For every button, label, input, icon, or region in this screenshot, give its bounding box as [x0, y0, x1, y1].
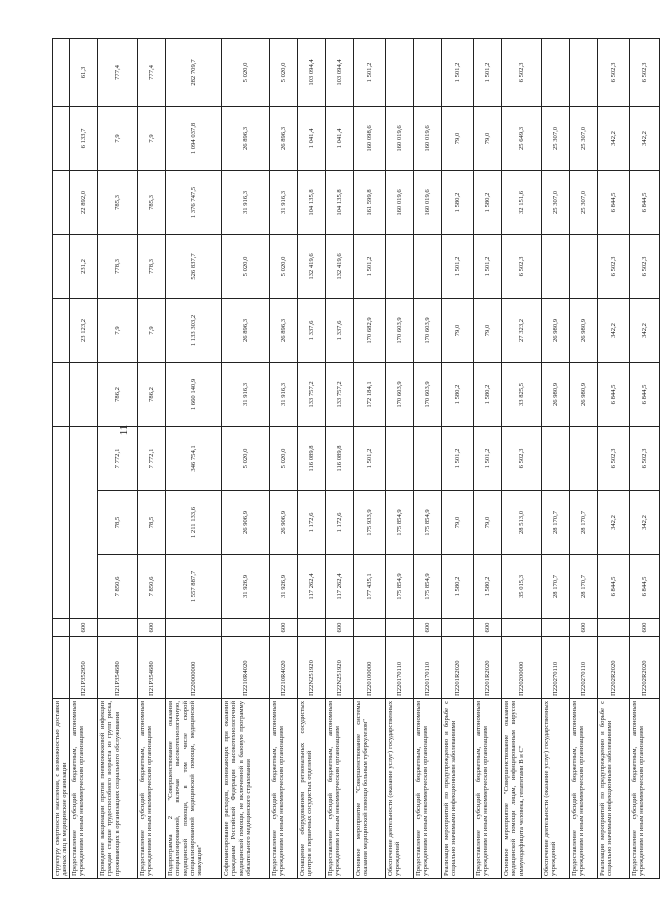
- row-value: 170 603,9: [385, 298, 413, 362]
- row-name: Предоставление субсидий бюджетным, автономным учреждениям и иным некоммерческим организациям: [325, 699, 353, 879]
- row-name: Основное мероприятие "Совершенствование оказания медицинской помощи лицам, инфицированным вирусом иммунодефицита человека, гепатитами B и C": [501, 699, 541, 879]
- row-value: 26 980,9: [569, 298, 597, 362]
- row-expense-type: 600: [137, 619, 165, 637]
- row-expense-type: [541, 619, 569, 637]
- row-value: 132 419,6: [297, 234, 325, 298]
- row-expense-type: 600: [325, 619, 353, 637]
- row-value: 33 825,5: [501, 362, 541, 426]
- row-name: Софинансирование расходов, возникающих при оказании гражданам Российской Федерации высокотехнологичной медицинской помощи, не включенной в базовую программу обязательного медицинского страхования: [221, 699, 269, 879]
- row-value: 133 757,2: [325, 362, 353, 426]
- row-value: 1 501,2: [441, 234, 473, 298]
- row-value: 79,0: [441, 106, 473, 170]
- table-row: [473, 38, 501, 878]
- table-row: [501, 38, 541, 878]
- row-code: П21Р354680: [137, 637, 165, 699]
- row-code: П22N251920: [297, 637, 325, 699]
- budget-table: [52, 38, 660, 879]
- row-value: 785,3: [137, 170, 165, 234]
- row-value: 31 926,9: [269, 555, 297, 619]
- row-code: П2210R4020: [221, 637, 269, 699]
- row-value: 27 323,2: [501, 298, 541, 362]
- row-value: 282 709,7: [165, 38, 221, 106]
- row-value: 170 682,9: [353, 298, 385, 362]
- row-value: 26 896,3: [269, 298, 297, 362]
- row-expense-type: 600: [69, 619, 97, 637]
- row-code: П220270110: [569, 637, 597, 699]
- row-value: 1 133 303,2: [165, 298, 221, 362]
- row-value: 133 757,2: [297, 362, 325, 426]
- row-name: Обеспечение деятельности (оказание услуг) государственных учреждений: [541, 699, 569, 879]
- row-value: [53, 426, 70, 618]
- row-value: 116 089,8: [325, 426, 353, 490]
- row-value: 26 906,9: [221, 491, 269, 555]
- row-expense-type: [597, 619, 629, 637]
- row-value: 1 501,2: [353, 38, 385, 106]
- row-value: [569, 234, 597, 298]
- table-row: [53, 38, 70, 878]
- row-value: [413, 234, 441, 298]
- row-value: [53, 362, 70, 426]
- row-value: 1 337,6: [325, 298, 353, 362]
- row-name: Реализация мероприятий по предупреждению и борьбе с социально значимыми инфекционными заболеваниями: [597, 699, 629, 879]
- row-value: 1 211 133,6: [165, 491, 221, 555]
- row-value: 79,0: [441, 298, 473, 362]
- row-value: 78,5: [137, 491, 165, 555]
- row-value: 5 020,0: [221, 426, 269, 490]
- row-code: П220200000: [501, 637, 541, 699]
- row-value: 342,2: [629, 298, 659, 362]
- row-value: 1 557 887,7: [165, 555, 221, 619]
- row-value: [53, 234, 70, 298]
- table-row: [597, 38, 629, 878]
- row-value: 7 850,6: [97, 555, 137, 619]
- row-value: 32 151,6: [501, 170, 541, 234]
- row-name: Оснащение оборудованием региональных сосудистых центров и первичных сосудистых отделений: [297, 699, 325, 879]
- row-value: 1 580,2: [441, 362, 473, 426]
- row-code: П220100000: [353, 637, 385, 699]
- row-value: 6 844,5: [629, 170, 659, 234]
- row-value: [541, 234, 569, 298]
- row-code: П21Р352950: [69, 637, 97, 699]
- row-value: 7,9: [137, 298, 165, 362]
- row-value: 26 906,9: [269, 491, 297, 555]
- row-value: 342,2: [597, 491, 629, 555]
- row-name: Предоставление субсидий бюджетным, автономным учреждениям и иным некоммерческим организациям: [413, 699, 441, 879]
- row-value: 172 184,1: [353, 362, 385, 426]
- row-code: П220270110: [541, 637, 569, 699]
- table-row: [569, 38, 597, 878]
- row-value: 7 850,6: [137, 555, 165, 619]
- row-value: 31 916,3: [221, 170, 269, 234]
- row-value: 170 603,9: [385, 362, 413, 426]
- row-value: [69, 426, 97, 618]
- row-name: Предоставление субсидий бюджетным, автономным учреждениям и иным некоммерческим организациям: [137, 699, 165, 879]
- row-code: П22N251920: [325, 637, 353, 699]
- row-value: 7,9: [97, 298, 137, 362]
- row-value: [569, 38, 597, 106]
- row-expense-type: 600: [473, 619, 501, 637]
- row-value: 342,2: [597, 106, 629, 170]
- row-name: Предоставление субсидий бюджетным, автономным учреждениям и иным некоммерческим организациям: [569, 699, 597, 879]
- row-value: 777,4: [137, 38, 165, 106]
- row-code: П2201R2020: [473, 637, 501, 699]
- row-value: 7,9: [137, 106, 165, 170]
- row-value: 6 844,5: [597, 170, 629, 234]
- row-value: 175 854,9: [385, 555, 413, 619]
- table-body: [53, 38, 660, 878]
- row-value: 777,4: [97, 38, 137, 106]
- row-value: 117 262,4: [325, 555, 353, 619]
- row-value: 1 041,4: [325, 106, 353, 170]
- row-value: 5 020,0: [221, 234, 269, 298]
- row-value: 1 501,2: [473, 426, 501, 490]
- row-value: 177 435,1: [353, 555, 385, 619]
- row-value: 7,9: [97, 106, 137, 170]
- table-row: [413, 38, 441, 878]
- row-value: 786,2: [97, 362, 137, 426]
- row-value: [541, 38, 569, 106]
- row-value: 28 170,7: [569, 491, 597, 555]
- row-value: 25 307,0: [541, 106, 569, 170]
- row-value: 1 376 747,5: [165, 170, 221, 234]
- row-value: 35 015,3: [501, 555, 541, 619]
- row-name: Предоставление субсидий бюджетным, автономным учреждениям и иным некоммерческим организациям: [473, 699, 501, 879]
- row-value: 25 307,0: [569, 170, 597, 234]
- row-value: 61,3: [69, 38, 97, 106]
- row-value: 103 094,4: [297, 38, 325, 106]
- row-value: 160 019,6: [413, 106, 441, 170]
- table-row: [137, 38, 165, 878]
- row-name: Проведение вакцинации против пневмококковой инфекции граждан старше трудоспособного возраста из групп риска, проживающих в организациях социального обслуживания: [97, 699, 137, 879]
- row-value: 1 580,2: [473, 362, 501, 426]
- row-value: 6 502,3: [501, 38, 541, 106]
- row-value: 6 844,5: [629, 362, 659, 426]
- table-row: [541, 38, 569, 878]
- row-value: 1 580,2: [473, 170, 501, 234]
- row-name: Предоставление субсидий бюджетным, автономным учреждениям и иным некоммерческим организациям: [269, 699, 297, 879]
- row-expense-type: [97, 619, 137, 637]
- row-value: 161 599,8: [353, 170, 385, 234]
- row-value: [541, 426, 569, 490]
- table-row: [297, 38, 325, 878]
- table-row: [269, 38, 297, 878]
- row-name: Обеспечение деятельности (оказание услуг) государственных учреждений: [385, 699, 413, 879]
- row-value: 6 502,3: [629, 38, 659, 106]
- row-value: 160 019,6: [385, 106, 413, 170]
- row-value: 31 916,3: [269, 362, 297, 426]
- row-value: 785,3: [97, 170, 137, 234]
- row-value: 7 772,1: [137, 426, 165, 490]
- row-value: 170 603,9: [413, 362, 441, 426]
- row-value: 28 513,0: [501, 491, 541, 555]
- row-value: 28 170,7: [541, 491, 569, 555]
- row-code: П2201R2020: [441, 637, 473, 699]
- row-code: П220000000: [165, 637, 221, 699]
- row-value: 78,5: [97, 491, 137, 555]
- row-value: 6 133,7: [69, 106, 97, 170]
- row-expense-type: [353, 619, 385, 637]
- row-value: 160 019,6: [413, 170, 441, 234]
- row-value: 1 501,2: [441, 38, 473, 106]
- row-value: [385, 38, 413, 106]
- row-value: 6 844,5: [597, 362, 629, 426]
- row-value: 104 135,8: [297, 170, 325, 234]
- row-expense-type: [165, 619, 221, 637]
- table-row: [325, 38, 353, 878]
- row-value: 26 896,3: [221, 106, 269, 170]
- row-value: 6 502,3: [501, 426, 541, 490]
- row-value: 6 844,5: [597, 555, 629, 619]
- row-code: П2210R4020: [269, 637, 297, 699]
- row-value: 346 754,1: [165, 426, 221, 490]
- row-value: 79,0: [473, 491, 501, 555]
- row-value: 5 020,0: [269, 426, 297, 490]
- row-value: 160 019,6: [385, 170, 413, 234]
- row-value: [413, 426, 441, 490]
- row-expense-type: 600: [629, 619, 659, 637]
- row-value: 28 170,7: [569, 555, 597, 619]
- row-value: [53, 170, 70, 234]
- row-value: 5 020,0: [269, 38, 297, 106]
- row-value: 778,3: [97, 234, 137, 298]
- row-value: 116 089,8: [297, 426, 325, 490]
- row-value: 6 502,3: [629, 426, 659, 490]
- row-value: 103 094,4: [325, 38, 353, 106]
- row-value: 28 170,7: [541, 555, 569, 619]
- row-value: 160 098,6: [353, 106, 385, 170]
- row-value: 175 854,9: [413, 491, 441, 555]
- table-row: [441, 38, 473, 878]
- row-value: 342,2: [629, 491, 659, 555]
- row-value: 175 854,9: [385, 491, 413, 555]
- budget-table-rotated: [52, 39, 648, 879]
- table-row: [165, 38, 221, 878]
- row-value: 26 896,3: [221, 298, 269, 362]
- row-code: [53, 637, 70, 699]
- row-value: [385, 426, 413, 490]
- row-value: 1 580,2: [441, 555, 473, 619]
- row-value: 1 501,2: [473, 38, 501, 106]
- row-expense-type: [53, 619, 70, 637]
- row-value: [569, 426, 597, 490]
- row-value: [385, 234, 413, 298]
- row-value: 132 419,6: [325, 234, 353, 298]
- row-value: [413, 38, 441, 106]
- row-value: 31 926,9: [221, 555, 269, 619]
- row-name: Предоставление субсидий бюджетным, автономным учреждениям и иным некоммерческим организациям: [629, 699, 659, 879]
- row-value: 1 501,2: [353, 234, 385, 298]
- table-row: [221, 38, 269, 878]
- row-name: Реализация мероприятий по предупреждению и борьбе с социально значимыми инфекционными заболеваниями: [441, 699, 473, 879]
- row-value: 175 854,9: [413, 555, 441, 619]
- table-row: [69, 38, 97, 878]
- row-value: 6 502,3: [501, 234, 541, 298]
- row-expense-type: 600: [269, 619, 297, 637]
- row-expense-type: 600: [569, 619, 597, 637]
- row-value: 1 172,6: [325, 491, 353, 555]
- table-row: [97, 38, 137, 878]
- row-value: 104 135,8: [325, 170, 353, 234]
- row-code: П21Р354680: [97, 637, 137, 699]
- row-value: 786,2: [137, 362, 165, 426]
- row-value: 31 916,3: [269, 170, 297, 234]
- row-value: 31 916,3: [221, 362, 269, 426]
- row-value: 5 020,0: [221, 38, 269, 106]
- row-expense-type: [501, 619, 541, 637]
- row-value: 26 896,3: [269, 106, 297, 170]
- row-name: Предоставление субсидий бюджетным, автономным учреждениям и иным некоммерческим организациям: [69, 699, 97, 879]
- row-value: 7 772,1: [97, 426, 137, 490]
- row-value: 26 980,9: [541, 362, 569, 426]
- row-value: 170 603,9: [413, 298, 441, 362]
- row-value: [53, 106, 70, 170]
- row-value: 231,2: [69, 234, 97, 298]
- row-value: [53, 298, 70, 362]
- row-value: 1 501,2: [441, 426, 473, 490]
- row-value: 25 649,3: [501, 106, 541, 170]
- row-value: 26 980,9: [569, 362, 597, 426]
- row-expense-type: [221, 619, 269, 637]
- row-value: 1 580,2: [473, 555, 501, 619]
- row-value: 1 580,2: [441, 170, 473, 234]
- row-expense-type: 600: [413, 619, 441, 637]
- row-code: П220170110: [385, 637, 413, 699]
- row-value: 1 094 037,8: [165, 106, 221, 170]
- row-value: 342,2: [597, 298, 629, 362]
- row-code: П2202R2020: [597, 637, 629, 699]
- table-row: [385, 38, 413, 878]
- row-name: структуру смертности населения, с возможностью доставки данных лиц в медицинские организации: [53, 699, 70, 879]
- row-value: 175 933,9: [353, 491, 385, 555]
- row-value: [69, 362, 97, 426]
- row-value: 79,0: [473, 106, 501, 170]
- row-value: 6 502,3: [597, 426, 629, 490]
- row-expense-type: [441, 619, 473, 637]
- row-value: 23 123,2: [69, 298, 97, 362]
- table-row: [629, 38, 659, 878]
- row-value: 26 980,9: [541, 298, 569, 362]
- row-value: 342,2: [629, 106, 659, 170]
- row-value: 6 502,3: [597, 234, 629, 298]
- row-value: 79,0: [441, 491, 473, 555]
- row-value: 117 262,4: [297, 555, 325, 619]
- row-value: [53, 38, 70, 106]
- row-value: 6 502,3: [629, 234, 659, 298]
- row-value: 1 501,2: [473, 234, 501, 298]
- row-value: 1 337,6: [297, 298, 325, 362]
- row-value: 526 837,7: [165, 234, 221, 298]
- row-value: 6 844,5: [629, 555, 659, 619]
- row-value: 6 502,3: [597, 38, 629, 106]
- row-code: П220170110: [413, 637, 441, 699]
- row-name: Подпрограмма 2 "Совершенствование оказания специализированной, включая высокотехнологичную, медицинской помощи, в том числе скорой специализированной медицинской помощи, медицинской эвакуации": [165, 699, 221, 879]
- row-value: 1 172,6: [297, 491, 325, 555]
- table-row: [353, 38, 385, 878]
- row-expense-type: [385, 619, 413, 637]
- row-value: 1 041,4: [297, 106, 325, 170]
- row-value: 25 307,0: [569, 106, 597, 170]
- row-value: 778,3: [137, 234, 165, 298]
- page-number: 11: [118, 424, 130, 436]
- row-value: 1 501,2: [353, 426, 385, 490]
- row-value: 22 892,0: [69, 170, 97, 234]
- row-value: 79,0: [473, 298, 501, 362]
- row-value: 5 020,0: [269, 234, 297, 298]
- row-value: 1 660 140,9: [165, 362, 221, 426]
- row-value: 25 307,0: [541, 170, 569, 234]
- row-code: П2202R2020: [629, 637, 659, 699]
- row-name: Основное мероприятие "Совершенствование системы оказания медицинской помощи больным туберкулезом": [353, 699, 385, 879]
- row-expense-type: [297, 619, 325, 637]
